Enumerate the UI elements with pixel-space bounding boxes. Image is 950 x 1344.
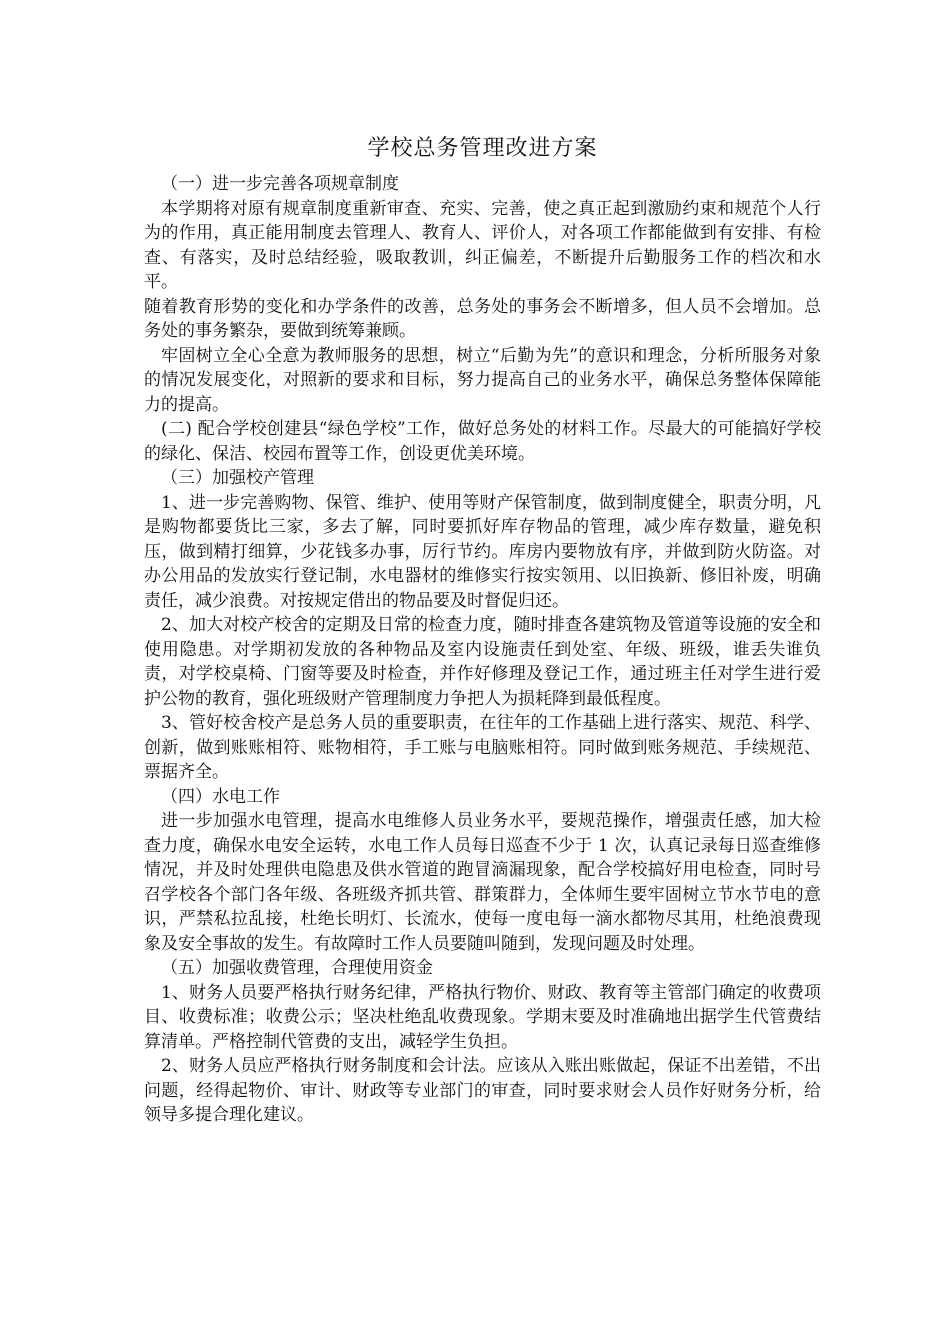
paragraph: 1、进一步完善购物、保管、维护、使用等财产保管制度，做到制度健全，职责分明，凡是购物都要货比三家，多去了解，同时要抓好库存物品的管理，减少库存数量，避免积压，做到精打细算，少花钱多办事，厉行节约。库房内要物放有序，并做到防火防盗。对办公用品的发放实行登记制，水电器材的维修实行按实领用、以旧换新、修旧补废，明确责任，减少浪费。对按规定借出的物品要及时督促归还。 <box>144 492 821 611</box>
section-heading-4: （四）水电工作 <box>161 786 280 807</box>
paragraph: 3、管好校舍校产是总务人员的重要职责，在往年的工作基础上进行落实、规范、科学、创新，做到账账相符、账物相符，手工账与电脑账相符。同时做到账务规范、手续规范、票据齐全。 <box>144 713 821 782</box>
paragraph: 2、财务人员应严格执行财务制度和会计法。应该从入账出账做起，保证不出差错，不出问题，经得起物价、审计、财政等专业部门的审查，同时要求财会人员作好财务分析，给领导多提合理化建议。 <box>144 1056 821 1125</box>
paragraph: 随着教育形势的变化和办学条件的改善，总务处的事务会不断增多，但人员不会增加。总务处的事务繁杂，要做到统筹兼顾。 <box>144 296 821 341</box>
section-heading-2-paragraph: (二) 配合学校创建县“绿色学校”工作，做好总务处的材料工作。尽最大的可能搞好学校的绿化、保洁、校园布置等工作，创设更优美环境。 <box>144 419 821 464</box>
paragraph: 本学期将对原有规章制度重新审查、充实、完善，使之真正起到激励约束和规范个人行为的作用，真正能用制度去管理人、教育人、评价人，对各项工作都能做到有安排、有检查、有落实，及时总结经验，吸取教训，纠正偏差，不断提升后勤服务工作的档次和水平。 <box>144 198 821 292</box>
document-body <box>144 134 821 1128</box>
paragraph: 牢固树立全心全意为教师服务的思想，树立“后勤为先”的意识和理念，分析所服务对象的情况发展变化，对照新的要求和目标，努力提高自己的业务水平，确保总务整体保障能力的提高。 <box>144 345 821 415</box>
section-heading-1: （一）进一步完善各项规章制度 <box>161 174 399 194</box>
document-title: 学校总务管理改进方案 <box>367 136 598 161</box>
section-heading-3: （三）加强校产管理 <box>161 468 314 488</box>
paragraph: 1、财务人员要严格执行财务纪律，严格执行物价、财政、教育等主管部门确定的收费项目、收费标准；收费公示；坚决杜绝乱收费现象。学期末要及时准确地出据学生代管费结算清单。严格控制代管费的支出，减轻学生负担。 <box>144 982 821 1052</box>
paragraph: 进一步加强水电管理，提高水电维修人员业务水平，要规范操作，增强责任感，加大检查力度，确保水电安全运转，水电工作人员每日巡查不少于 1 次，认真记录每日巡查维修情况，并及时处理供电隐患及供水管道的跑冒滴漏现象，配合学校搞好用电检查，同时号召学校各个部门各年级、各班级齐抓共管、群策群力，全体师生要牢固树立节水节电的意识，严禁私拉乱接，杜绝长明灯、长流水，使每一度电每一滴水都物尽其用，杜绝浪费现象及安全事故的发生。有故障时工作人员要随叫随到，发现问题及时处理。 <box>144 811 821 954</box>
section-heading-5: （五）加强收费管理，合理使用资金 <box>161 958 433 978</box>
paragraph: 2、加大对校产校舍的定期及日常的检查力度，随时排查各建筑物及管道等设施的安全和使用隐患。对学期初发放的各种物品及室内设施责任到处室、年级、班级，谁丢失谁负责，对学校桌椅、门窗等要及时检查，并作好修理及登记工作，通过班主任对学生进行爱护公物的教育，强化班级财产管理制度力争把人为损耗降到最低程度。 <box>144 615 821 709</box>
